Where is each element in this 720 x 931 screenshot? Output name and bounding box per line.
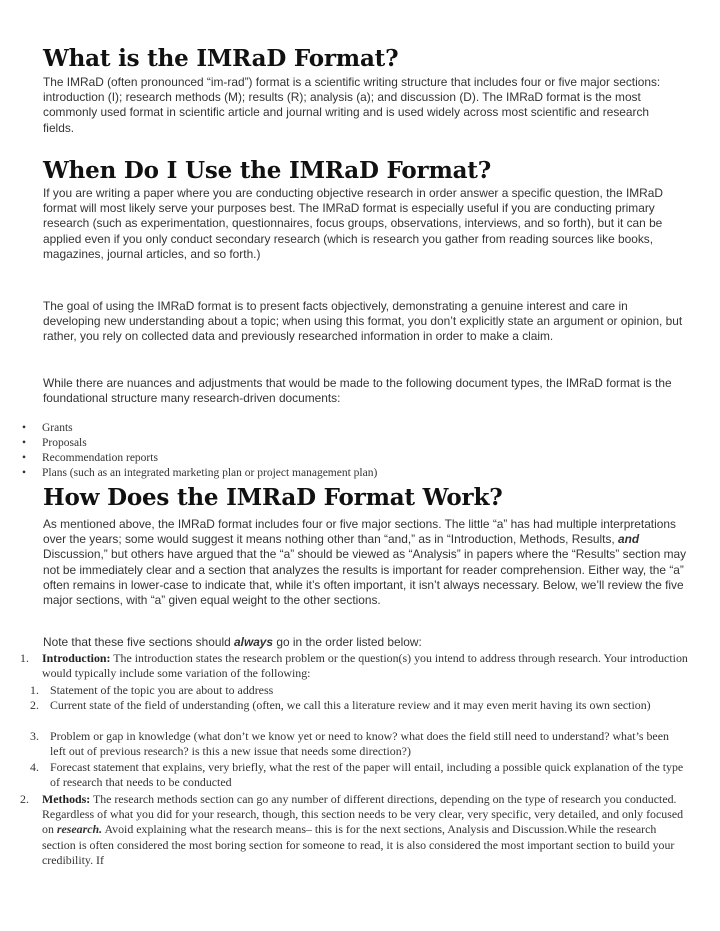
paragraph-what-is-imrad: The IMRaD (often pronounced “im-rad”) format is a scientific writing structure that includes four or five major sections: introduction (I); research methods (M); results (R); analysis (a); and discussion (D). The IMRaD format is the most commonly used format in scientific article and journal writing and is used widely across most scientific and research fields. <box>43 75 661 135</box>
paragraph-when-3: While there are nuances and adjustments that would be made to the following document types, the IMRaD format is the foundational structure many research-driven documents: <box>43 376 672 406</box>
document-types-list <box>22 421 682 481</box>
list-item-methods: 2. Methods: The research methods section can go any number of different directions, depending on the type of research you conducted. Regardless of what you did for your research, though, this section needs to be very clear, very specific, very detailed, and only focused on research. Avoid explaining what the research means– this is for the next sections, Analysis and Discussion.While the research section is often considered the most boring section for someone to read, it is also considered the most important section to build your credibility. If <box>20 792 684 867</box>
sub-list-item: 4. Forecast statement that explains, very briefly, what the rest of the paper will entail, including a possible quick explanation of the type of research that needs to be conducted <box>30 760 684 790</box>
paragraph-when-1: If you are writing a paper where you are conducting objective research in order answer a specific question, the IMRaD format will most likely serve your purposes best. The IMRaD format is especially useful if you are conducting primary research (such as experimentation, questionnaires, focus groups, observations, interviews, and so forth), but it can be applied even if you only conduct secondary research (which is research you gather from reading sources like books, magazines, journal articles, and so forth.) <box>43 186 663 261</box>
paragraph-how-note: Note that these five sections should always go in the order listed below: <box>43 635 422 649</box>
heading-when-to-use: When Do I Use the IMRaD Format? <box>43 157 491 184</box>
list-item-introduction: 1. Introduction: The introduction states the research problem or the question(s) you intend to address through research. Your introduction would typically include some variation of the following: <box>20 651 688 681</box>
sub-list-item: 3. Problem or gap in knowledge (what don’t we know yet or need to know? what does the field still need to understand? what’s been left out of previous research? is this a new issue that needs some direction?) <box>30 729 669 759</box>
methods-label: Methods: <box>42 792 91 806</box>
sub-list-item: 1. Statement of the topic you are about to address <box>30 683 274 697</box>
list-item: • Recommendation reports <box>22 451 682 466</box>
heading-what-is-imrad: What is the IMRaD Format? <box>43 45 399 72</box>
list-number: 2. <box>20 792 29 806</box>
paragraph-when-2: The goal of using the IMRaD format is to present facts objectively, demonstrating a genuine interest and care in developing new understanding about a topic; when using this format, you don’t explicitly state an argument or opinion, but rather, you rely on collected data and previously researched information in order to make a claim. <box>43 299 683 344</box>
list-item: • Proposals <box>22 436 682 451</box>
list-item: • Grants <box>22 421 682 436</box>
introduction-label: Introduction: <box>42 651 111 665</box>
list-item: • Plans (such as an integrated marketing plan or project management plan) <box>22 466 682 481</box>
heading-how-it-works: How Does the IMRaD Format Work? <box>43 484 503 511</box>
list-number: 1. <box>20 651 29 665</box>
sub-list-item: 2. Current state of the field of understanding (often, we call this a literature review and it may even merit having its own section) <box>30 698 651 712</box>
paragraph-how-1: As mentioned above, the IMRaD format includes four or five major sections. The little “a” has had multiple interpretations over the years; some would suggest it means nothing other than “and,” as in “Introduction, Methods, Results, and Discussion,” but others have argued that the “a” should be viewed as “Analysis” in papers where the “Results” section may not be immediately clear and a section that analyzes the results is important for reader comprehension. Either way, the “a” often remains in lower-case to indicate that, while it’s often important, it isn’t always necessary. Below, we’ll review the five major sections, with “a” given equal weight to the other sections. <box>43 517 687 608</box>
